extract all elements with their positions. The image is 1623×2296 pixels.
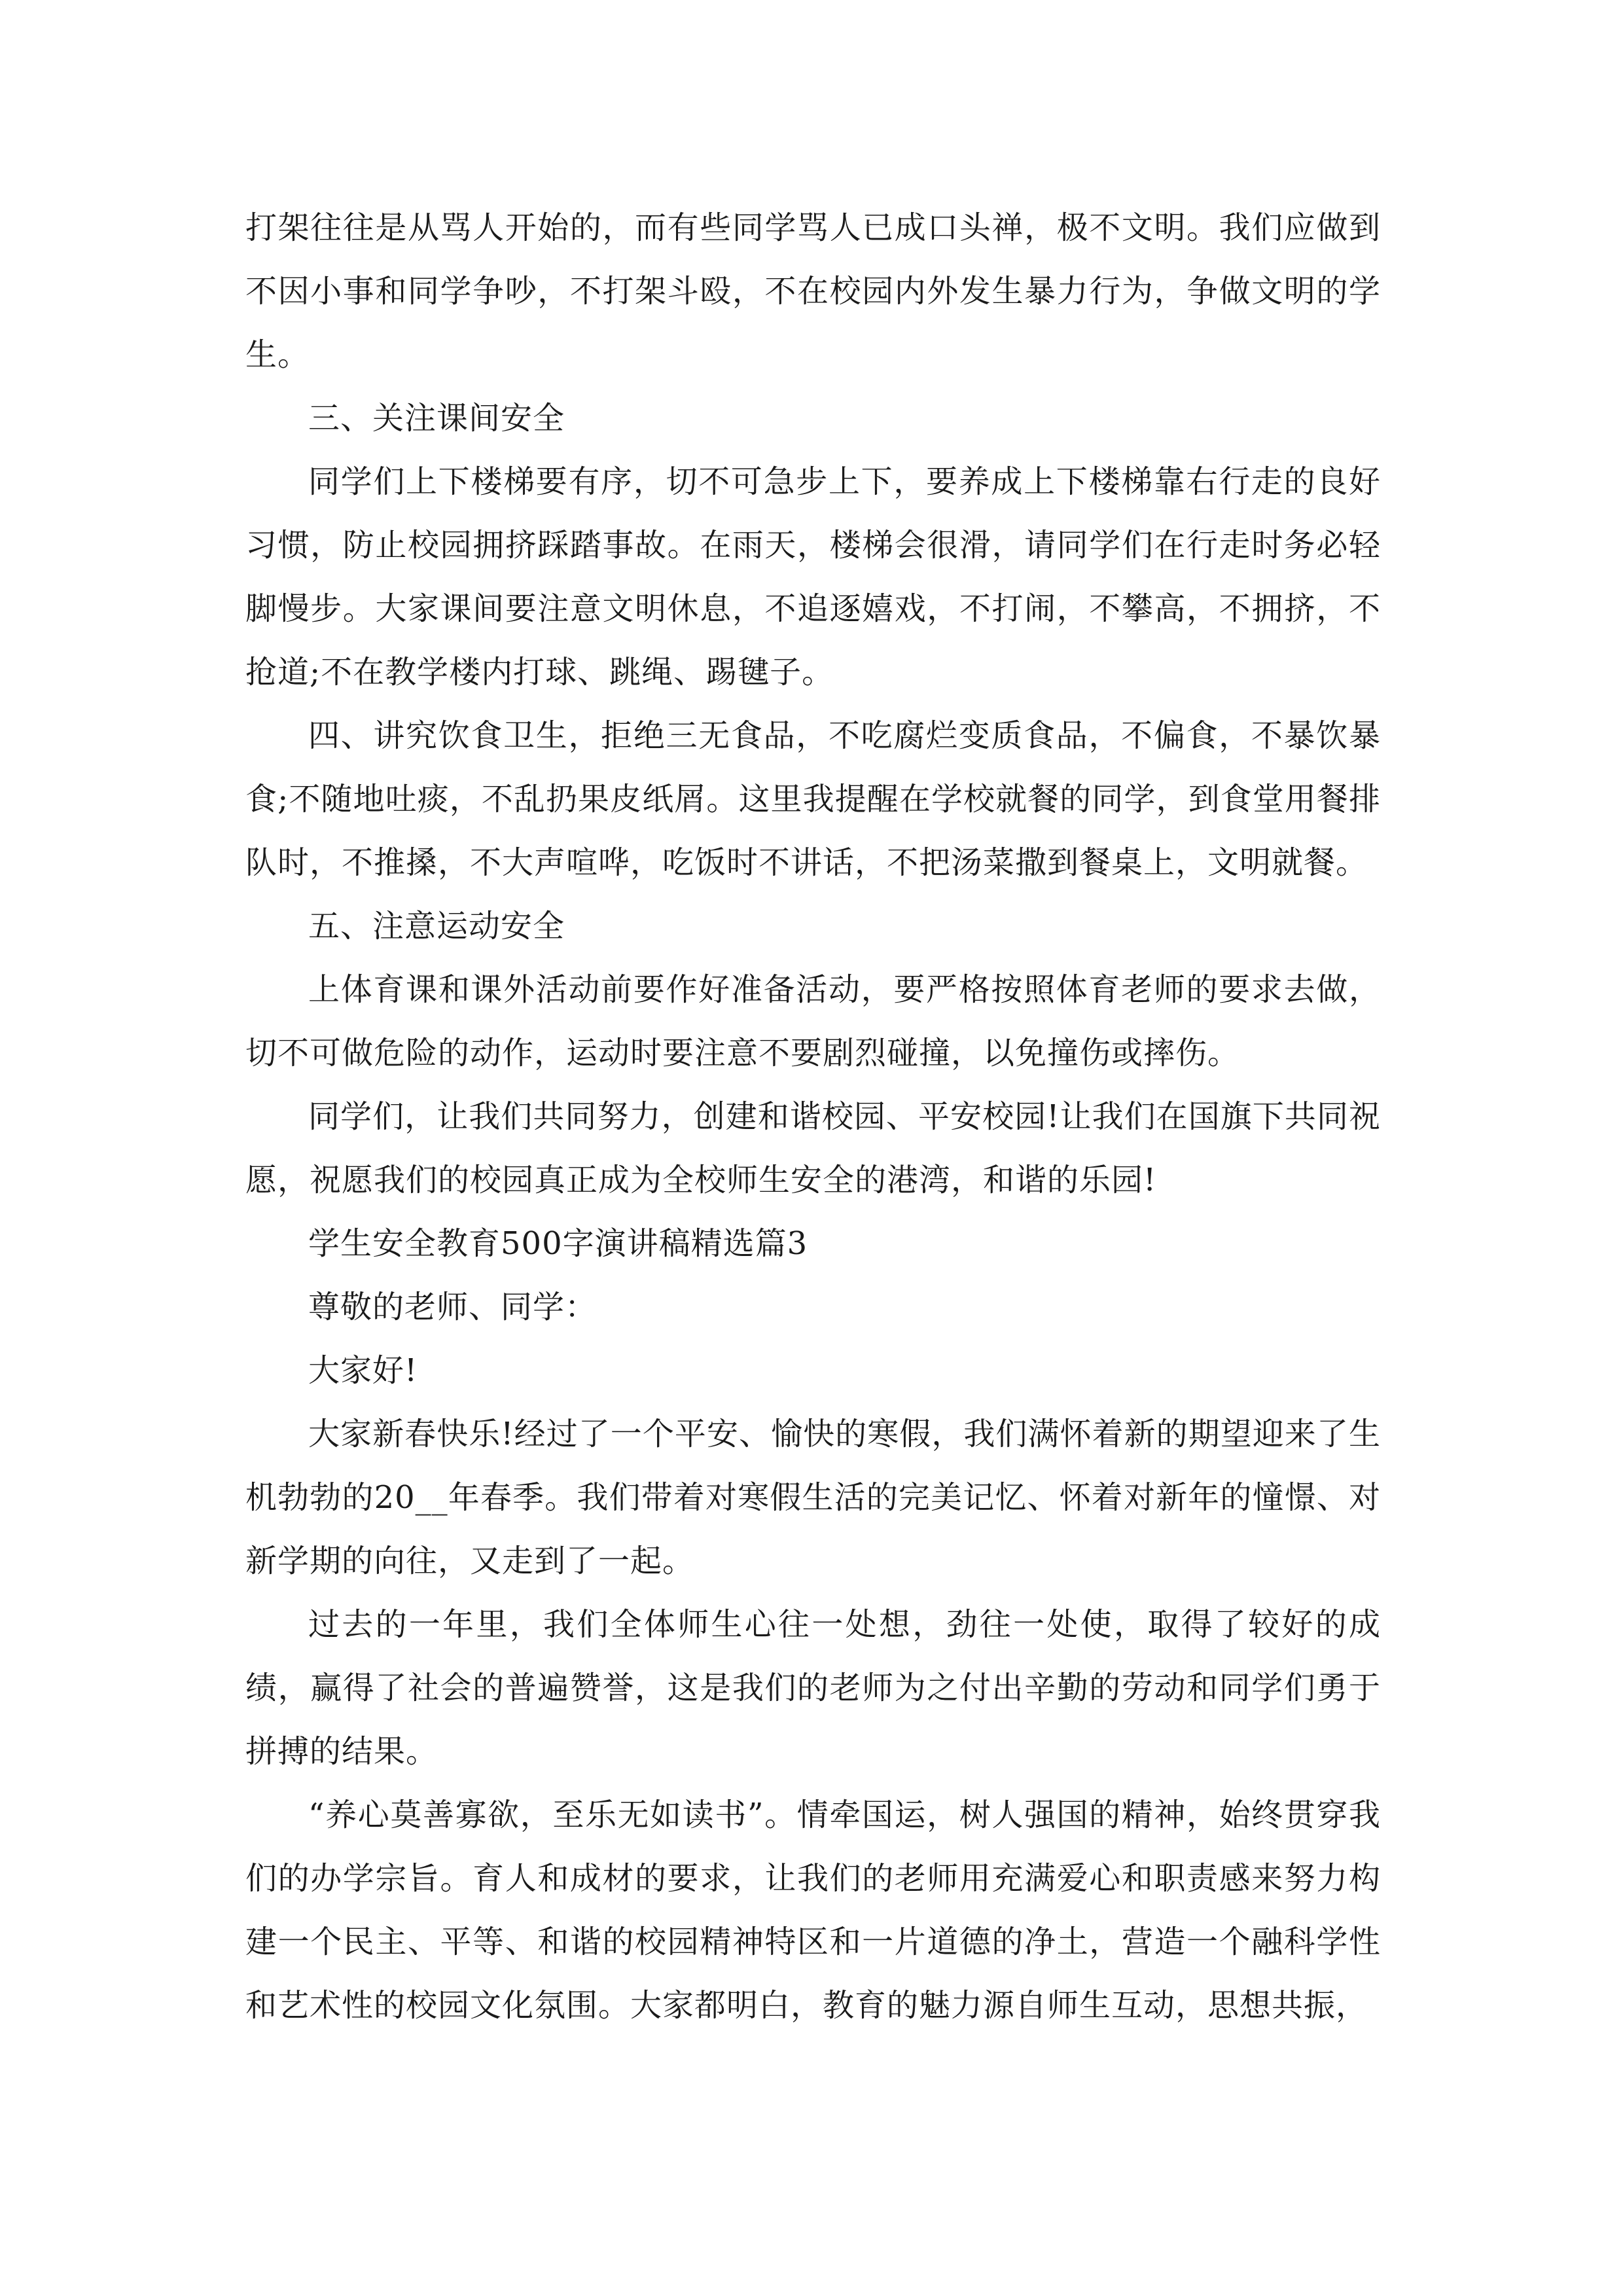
paragraph-new-year: 大家新春快乐!经过了一个平安、愉快的寒假，我们满怀着新的期望迎来了生机勃勃的20__年春季。我们带着对寒假生活的完美记忆、怀着对新年的憧憬、对新学期的向往，又走到了一起。 bbox=[245, 1416, 1381, 1579]
paragraph-closing: 同学们，让我们共同努力，创建和谐校园、平安校园!让我们在国旗下共同祝愿，祝愿我们的校园真正成为全校师生安全的港湾，和谐的乐园! bbox=[245, 1098, 1381, 1198]
greeting: 大家好! bbox=[308, 1352, 418, 1389]
paragraph-past-year: 过去的一年里，我们全体师生心往一处想，劲往一处使，取得了较好的成绩，赢得了社会的普遍赞誉，这是我们的老师为之付出辛勤的劳动和同学们勇于拼搏的结果。 bbox=[245, 1606, 1381, 1770]
section-heading-sports-safety: 五、注意运动安全 bbox=[308, 908, 565, 944]
paragraph-recess-safety: 同学们上下楼梯要有序，切不可急步上下，要养成上下楼梯靠右行走的良好习惯，防止校园拥挤踩踏事故。在雨天，楼梯会很滑，请同学们在行走时务必轻脚慢步。大家课间要注意文明休息，不追逐嬉戏，不打闹，不攀高，不拥挤，不抢道;不在教学楼内打球、跳绳、踢毽子。 bbox=[245, 463, 1381, 691]
paragraph-continuation: 打架往往是从骂人开始的，而有些同学骂人已成口头禅，极不文明。我们应做到不因小事和同学争吵，不打架斗殴，不在校园内外发生暴力行为，争做文明的学生。 bbox=[245, 209, 1381, 373]
paragraph-sports-safety: 上体育课和课外活动前要作好准备活动，要严格按照体育老师的要求去做，切不可做危险的动作，运动时要注意不要剧烈碰撞，以免撞伤或摔伤。 bbox=[245, 971, 1381, 1071]
paragraph-food-hygiene: 四、讲究饮食卫生，拒绝三无食品，不吃腐烂变质食品，不偏食，不暴饮暴食;不随地吐痰，不乱扔果皮纸屑。这里我提醒在学校就餐的同学，到食堂用餐排队时，不推搡，不大声喧哗，吃饭时不讲话，不把汤菜撒到餐桌上，文明就餐。 bbox=[245, 717, 1381, 881]
speech-title: 学生安全教育500字演讲稿精选篇3 bbox=[308, 1225, 808, 1262]
salutation: 尊敬的老师、同学： bbox=[308, 1289, 597, 1325]
section-heading-recess-safety: 三、关注课间安全 bbox=[308, 400, 565, 437]
paragraph-reading-quote: “养心莫善寡欲，至乐无如读书”。情牵国运，树人强国的精神，始终贯穿我们的办学宗旨。育人和成材的要求，让我们的老师用充满爱心和职责感来努力构建一个民主、平等、和谐的校园精神特区和一片道德的净土，营造一个融科学性和艺术性的校园文化氛围。大家都明白，教育的魅力源自师生互动，思想共振， bbox=[245, 1797, 1381, 2024]
document-body bbox=[245, 196, 1381, 2037]
